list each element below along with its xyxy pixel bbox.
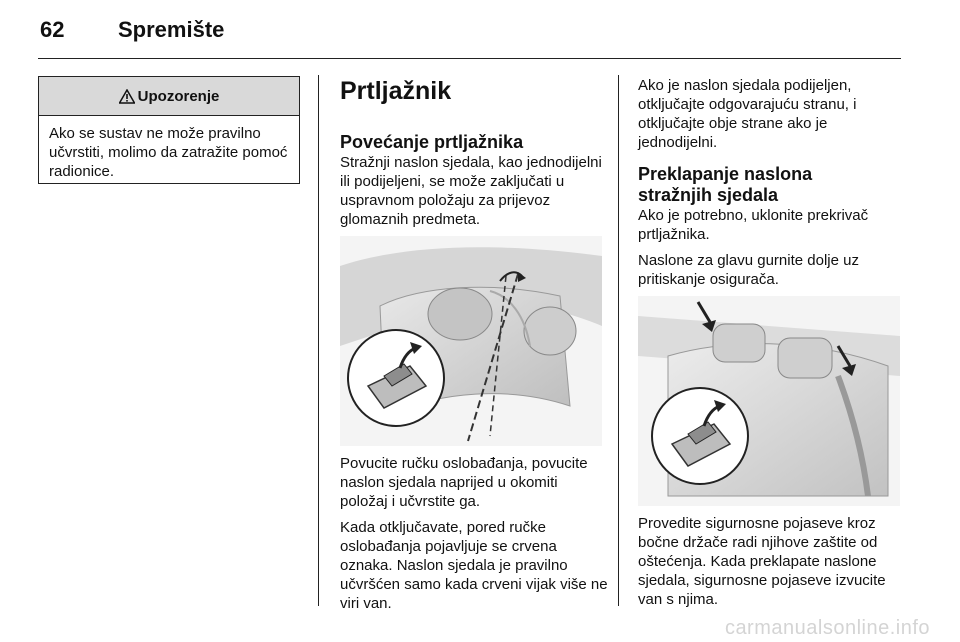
page-number: 62 [40,17,65,42]
paragraph-seat-belts: Provedite sigurnosne pojaseve kroz bočne držače radi njihove zaštite od oštećenja. Kada preklapate naslone sjedala, sigurnosne pojaseve izvucite van s njima. [638,515,886,608]
paragraph-red-marker: Kada otključavate, pored ručke oslobađanja pojavljuje se crvena oznaka. Naslon sjedala je pravilno učvršćen samo kada crveni vijak više ne viri van. [340,519,608,612]
heading-folding-backrests: Preklapanje naslona stražnjih sjedala [638,164,813,205]
paragraph-remove-cover: Ako je potrebno, uklonite prekrivač prtljažnika. [638,207,869,243]
right-column [638,76,906,616]
column-divider-right [618,75,619,606]
section-title: Spremište [118,17,225,42]
warning-triangle-icon [119,89,135,104]
subheading-povecanje: Povećanje prtljažnika [340,132,524,152]
watermark: carmanualsonline.info [724,617,930,639]
seat-backrest-illustration [340,236,602,446]
paragraph-release-handle: Povucite ručku oslobađanja, povucite naslon sjedala naprijed u okomiti položaj i učvrstite ga. [340,455,588,510]
middle-column [340,76,608,620]
head-restraint-illustration [638,296,900,506]
intro-paragraph: Stražnji naslon sjedala, kao jednodijelni ili podijeljeni, se može zaključati u uspravnom položaju za prijevoz glomaznih predmeta. [340,154,602,228]
paragraph-head-restraints: Naslone za glavu gurnite dolje uz pritiskanje osigurača. [638,252,859,288]
warning-box [38,76,300,184]
heading-prtljaznik: Prtljažnik [340,77,452,105]
warning-title: Upozorenje [137,87,220,105]
warning-text: Ako se sustav ne može pravilno učvrstiti, molimo da zatražite pomoć radionice. [49,125,288,180]
column-divider-left [318,75,319,606]
header-rule [38,58,901,59]
paragraph-split-backrest: Ako je naslon sjedala podijeljen, otključajte odgovarajuću stranu, i otključajte obje strane ako je jednodijelni. [638,77,857,151]
warning-header [39,77,299,116]
